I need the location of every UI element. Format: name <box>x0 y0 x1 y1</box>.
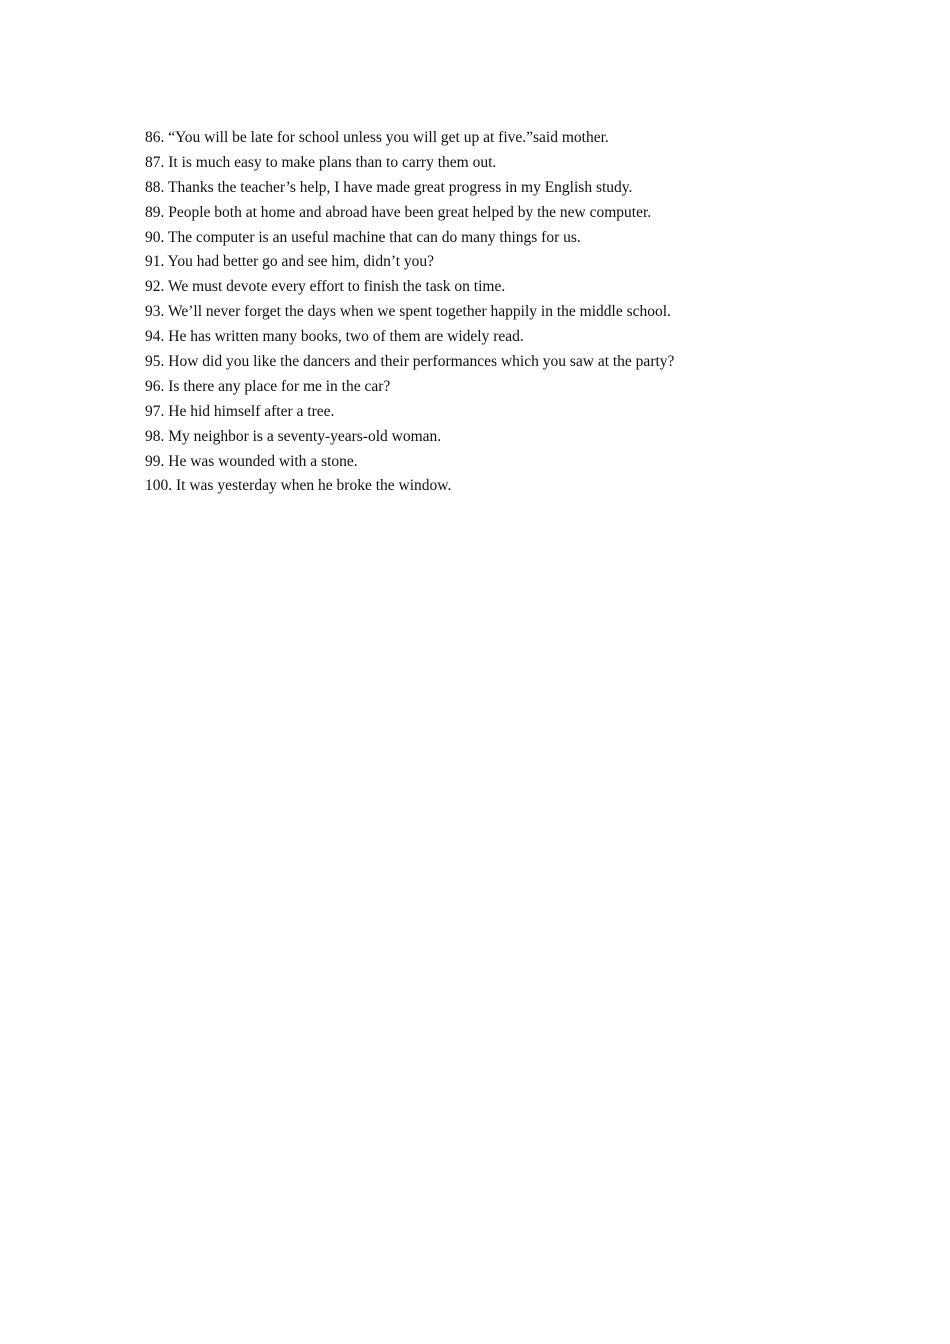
list-item: 93. We’ll never forget the days when we spent together happily in the middle school. <box>145 303 671 321</box>
list-item: 97. He hid himself after a tree. <box>145 402 335 420</box>
sentence-list <box>145 126 865 499</box>
list-item: 95. How did you like the dancers and their performances which you saw at the party? <box>145 353 675 371</box>
list-item: 89. People both at home and abroad have been great helped by the new computer. <box>145 203 652 221</box>
list-item: 86. “You will be late for school unless you will get up at five.”said mother. <box>145 129 609 146</box>
list-item: 96. Is there any place for me in the car? <box>145 377 391 395</box>
list-item: 94. He has written many books, two of them are widely read. <box>145 328 524 346</box>
list-item: 99. He was wounded with a stone. <box>145 452 358 470</box>
list-item: 100. It was yesterday when he broke the window. <box>145 477 452 495</box>
list-item: 90. The computer is an useful machine that can do many things for us. <box>145 228 581 246</box>
list-item: 92. We must devote every effort to finish the task on time. <box>145 278 506 296</box>
list-item: 88. Thanks the teacher’s help, I have made great progress in my English study. <box>145 178 633 196</box>
list-item: 87. It is much easy to make plans than to carry them out. <box>145 153 497 171</box>
list-item: 91. You had better go and see him, didn’t you? <box>145 253 435 271</box>
list-item: 98. My neighbor is a seventy-years-old woman. <box>145 427 442 445</box>
